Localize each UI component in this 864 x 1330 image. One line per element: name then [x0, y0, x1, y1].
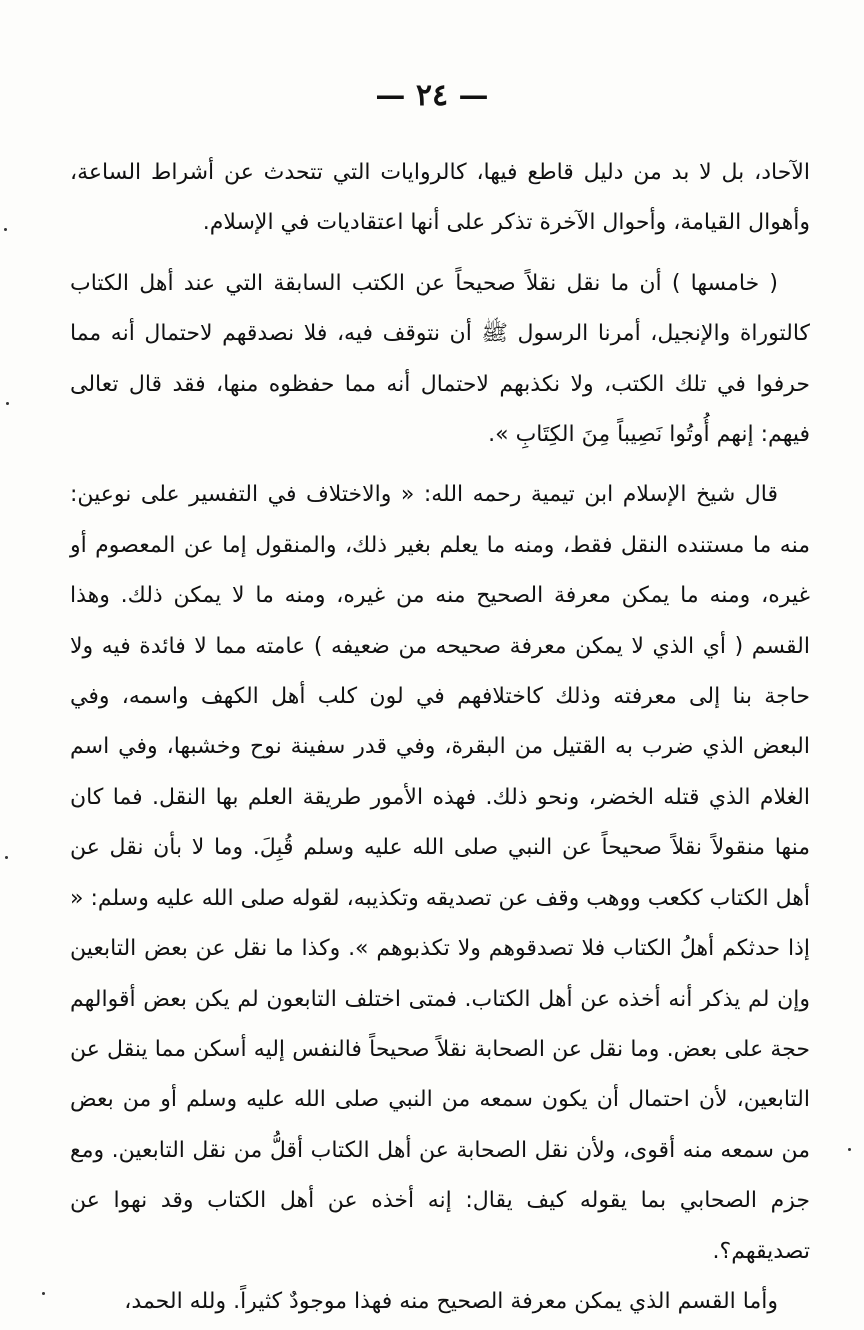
scan-speck — [42, 1292, 45, 1295]
scan-speck — [4, 228, 7, 231]
paragraph-closing: وأما القسم الذي يمكن معرفة الصحيح منه فهذا موجودٌ كثيراً. ولله الحمد، — [124, 1288, 778, 1314]
scan-speck — [848, 1148, 851, 1151]
paragraph-ibn-taymiyyah-quote: قال شيخ الإسلام ابن تيمية رحمه الله: « والاختلاف في التفسير على نوعين: منه ما مستنده النقل فقط، ومنه ما يعلم بغير ذلك، والمنقول إما عن المعصوم أو غيره، ومنه ما يمكن معرفة الصحيح منه من غيره، ومنه ما لا يمكن ذلك. وهذا القسم ( أي الذي لا يمكن معرفة صحيحه من ضعيفه ) عامته مما لا فائدة فيه ولا حاجة بنا إلى معرفته وذلك كاختلافهم في لون كلب أهل الكهف واسمه، وفي البعض الذي ضرب به القتيل من البقرة، وفي قدر سفينة نوح وخشبها، وفي اسم الغلام الذي قتله الخضر، ونحو ذلك. فهذه الأمور طريقة العلم بها النقل. فما كان منها منقولاً نقلاً صحيحاً عن النبي صلى الله عليه وسلم قُبِلَ. وما لا بأن نقل عن أهل الكتاب ككعب ووهب وقف عن تصديقه وتكذيبه، لقوله صلى الله عليه وسلم: « إذا حدثكم أهلُ الكتاب فلا تصدقوهم ولا تكذبوهم ». وكذا ما نقل عن بعض التابعين وإن لم يذكر أنه أخذه عن أهل الكتاب. فمتى اختلف التابعون لم يكن بعض أقوالهم حجة على بعض. وما نقل عن الصحابة نقلاً صحيحاً فالنفس إليه أسكن مما ينقل عن التابعين، لأن احتمال أن يكون سمعه من النبي صلى الله عليه وسلم أو من بعض من سمعه منه أقوى، ولأن نقل الصحابة عن أهل الكتاب أقلُّ من نقل التابعين. ومع جزم الصحابي بما يقوله كيف يقال: إنه أخذه عن أهل الكتاب وقد نهوا عن تصديقهم؟. — [70, 482, 810, 1264]
body-text — [70, 148, 810, 1327]
scan-speck — [5, 856, 8, 859]
scan-speck — [6, 402, 9, 405]
page-number: — ٢٤ — — [375, 78, 489, 113]
paragraph-continuation: الآحاد، بل لا بد من دليل قاطع فيها، كالروايات التي تتحدث عن أشراط الساعة، وأهوال القيامة، وأحوال الآخرة تذكر على أنها اعتقاديات في الإسلام. — [70, 160, 810, 236]
paragraph-fifth-point: ( خامسها ) أن ما نقل نقلاً صحيحاً عن الكتب السابقة التي عند أهل الكتاب كالتوراة والإنجيل، أمرنا الرسول ﷺ أن نتوقف فيه، فلا نصدقهم لاحتمال أنه مما حرفوا في تلك الكتب، ولا نكذبهم لاحتمال أنه مما حفظوه منها، فقد قال تعالى فيهم: إنهم أُوتُوا نَصِيباً مِنَ الكِتَابِ ». — [70, 270, 810, 448]
